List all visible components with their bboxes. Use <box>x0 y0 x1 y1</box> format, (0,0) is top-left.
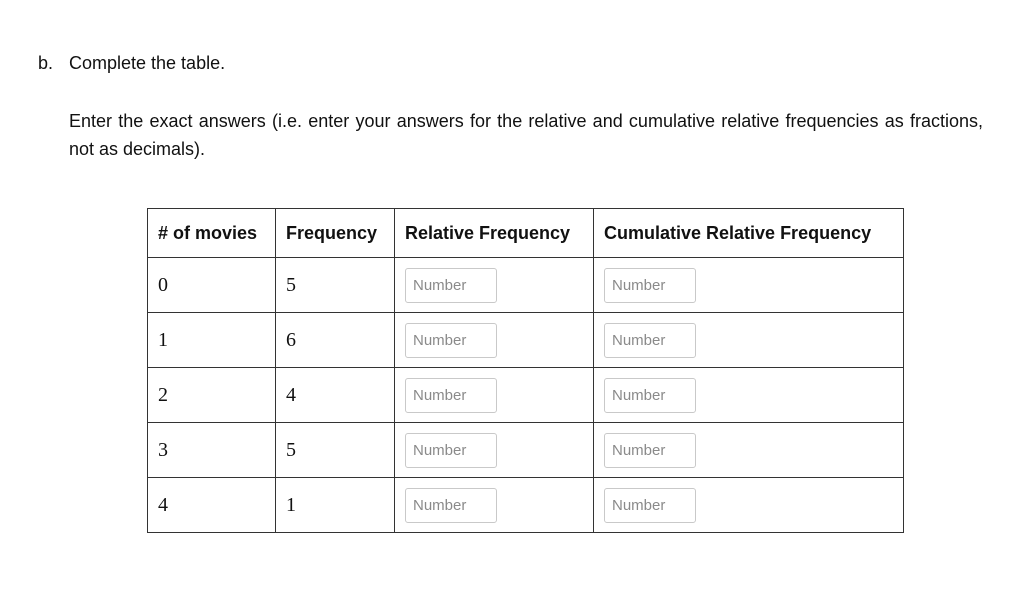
cumulative-frequency-cell <box>594 368 904 423</box>
frequency-cell: 5 <box>276 258 395 313</box>
movies-cell: 0 <box>148 258 276 313</box>
header-relative-frequency: Relative Frequency <box>395 209 594 258</box>
relative-frequency-cell <box>395 313 594 368</box>
question-title: Complete the table. <box>69 53 226 73</box>
cumulative-frequency-cell <box>594 423 904 478</box>
table-header-row <box>148 209 904 258</box>
frequency-cell: 5 <box>276 423 395 478</box>
frequency-cell: 1 <box>276 478 395 533</box>
cumulative-frequency-cell <box>594 478 904 533</box>
movies-cell: 3 <box>148 423 276 478</box>
relative-frequency-cell <box>395 258 594 313</box>
frequency-cell: 6 <box>276 313 395 368</box>
header-movies: # of movies <box>148 209 276 258</box>
cumulative-relative-frequency-input[interactable] <box>604 323 696 358</box>
cumulative-relative-frequency-input[interactable] <box>604 268 696 303</box>
relative-frequency-input[interactable] <box>405 323 497 358</box>
relative-frequency-input[interactable] <box>405 488 497 523</box>
relative-frequency-cell <box>395 368 594 423</box>
header-cumulative-relative-frequency: Cumulative Relative Frequency <box>594 209 904 258</box>
instructions-text: Enter the exact answers (i.e. enter your answers for the relative and cumulative relative frequencies as fractions, not as decimals). <box>69 111 983 159</box>
cumulative-frequency-cell <box>594 313 904 368</box>
frequency-cell: 4 <box>276 368 395 423</box>
relative-frequency-input[interactable] <box>405 433 497 468</box>
table-row <box>148 258 904 313</box>
cumulative-frequency-cell <box>594 258 904 313</box>
cumulative-relative-frequency-input[interactable] <box>604 433 696 468</box>
header-frequency: Frequency <box>276 209 395 258</box>
relative-frequency-cell <box>395 423 594 478</box>
question-label <box>38 52 225 74</box>
cumulative-relative-frequency-input[interactable] <box>604 378 696 413</box>
table-row <box>148 368 904 423</box>
movies-cell: 1 <box>148 313 276 368</box>
table-row <box>148 423 904 478</box>
frequency-table <box>147 208 904 533</box>
relative-frequency-input[interactable] <box>405 378 497 413</box>
movies-cell: 4 <box>148 478 276 533</box>
table-row <box>148 313 904 368</box>
movies-cell: 2 <box>148 368 276 423</box>
cumulative-relative-frequency-input[interactable] <box>604 488 696 523</box>
table-row <box>148 478 904 533</box>
question-letter: b. <box>38 53 54 73</box>
relative-frequency-cell <box>395 478 594 533</box>
relative-frequency-input[interactable] <box>405 268 497 303</box>
